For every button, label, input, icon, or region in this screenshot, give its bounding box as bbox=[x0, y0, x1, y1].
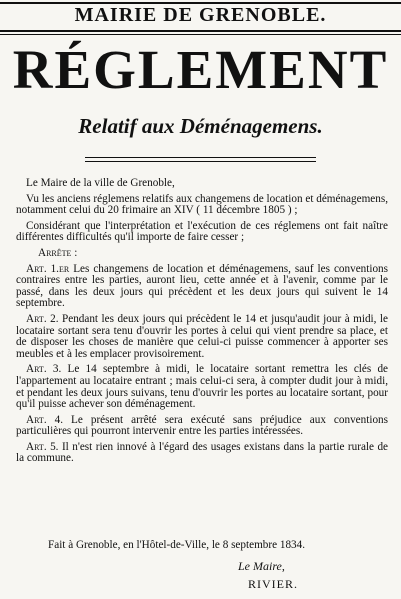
article-4 bbox=[16, 415, 388, 438]
article-1 bbox=[16, 264, 388, 310]
title: RÉGLEMENT bbox=[12, 39, 389, 100]
fait-line: Fait à Grenoble, en l'Hôtel-de-Ville, le 8 septembre 1834. bbox=[48, 539, 306, 551]
article-1-text: Les changemens de location et déménagemens, sauf les conventions contraires entre les parties, auront lieu, cette année et à l'avenir, comme par le passé, dans les deux jours qui précèdent et les deux jours qui suivent le 14 septembre. bbox=[16, 262, 389, 310]
arrete: Arrête : bbox=[38, 246, 78, 259]
article-4-label: Art. 4. bbox=[26, 413, 64, 426]
subtitle-rule-2 bbox=[85, 161, 316, 162]
intro-considerant: Considérant que l'interprétation et l'exécution de ces réglemens ont fait naître différentes difficultés qu'il importe de faire cesser ; bbox=[16, 219, 388, 244]
article-5 bbox=[16, 442, 388, 465]
header: MAIRIE DE GRENOBLE. bbox=[74, 4, 327, 26]
header-rule bbox=[0, 30, 401, 32]
article-3-text: Le 14 septembre à midi, le locataire sortant remettra les clés de l'appartement au locataire entrant ; mais celui-ci sera, à compter dudit jour à midi, et pendant les deux jours suivans, tenu d'ouvrir les portes au locataire sortant, pour qu'il puisse achever son déménagement. bbox=[16, 363, 389, 411]
article-4-text: Le présent arrêté sera exécuté sans préjudice aux conventions particulières qui pourront intervenir entre les parties intéressées. bbox=[16, 413, 388, 438]
article-2-label: Art. 2. bbox=[26, 312, 59, 325]
intro-vu: Vu les anciens réglemens relatifs aux changemens de location et déménagemens, notamment celui du 20 frimaire an XIV ( 11 décembre 1805 ) ; bbox=[16, 192, 388, 217]
body bbox=[16, 178, 388, 469]
article-3 bbox=[16, 364, 388, 410]
header-rule-thin bbox=[0, 34, 401, 35]
article-1-label: Art. 1.er bbox=[26, 262, 70, 275]
intro-mayor: Le Maire de la ville de Grenoble, bbox=[26, 177, 175, 189]
article-3-label: Art. 3. bbox=[26, 363, 62, 376]
subtitle-rule bbox=[85, 157, 316, 158]
article-2 bbox=[16, 314, 388, 360]
signature-title: Le Maire, bbox=[238, 559, 285, 573]
subtitle: Relatif aux Déménagemens. bbox=[78, 114, 323, 138]
article-5-label: Art. 5. bbox=[26, 440, 59, 453]
article-5-text: Il n'est rien innové à l'égard des usages existans dans la partie rurale de la commune. bbox=[16, 440, 389, 465]
signature-name: RIVIER. bbox=[248, 577, 298, 591]
article-2-text: Pendant les deux jours qui précèdent le 14 et jusqu'audit jour à midi, le locataire sortant sera tenu d'ouvrir les portes à celui qui vient prendre sa place, et de disposer les choses de manière que celui-ci puisse commencer à apporter ses meubles et à les emplacer provisoirement. bbox=[16, 312, 389, 360]
